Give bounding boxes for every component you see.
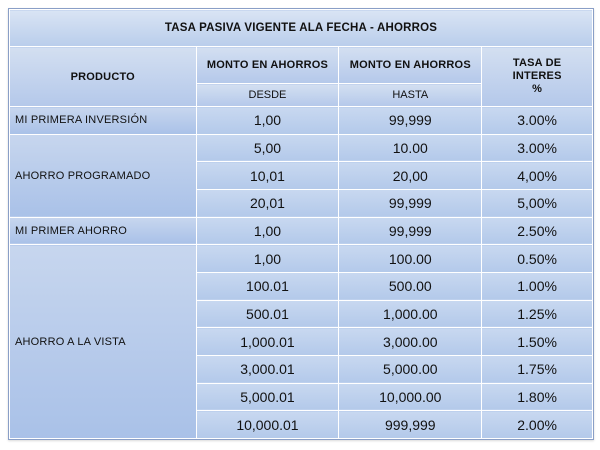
header-tasa-line3: % (532, 83, 543, 95)
hasta-cell: 999,999 (339, 411, 482, 439)
hasta-cell: 500.00 (339, 272, 482, 300)
header-hasta: HASTA (339, 84, 482, 107)
header-producto: PRODUCTO (10, 47, 197, 107)
hasta-cell: 10.00 (339, 134, 482, 162)
table-row (10, 217, 593, 245)
hasta-cell: 20,00 (339, 162, 482, 190)
rates-table (9, 9, 593, 439)
desde-cell: 10,01 (196, 162, 339, 190)
desde-cell: 1,00 (196, 217, 339, 245)
desde-cell: 10,000.01 (196, 411, 339, 439)
table-row (10, 107, 593, 135)
header-tasa-line1: TASA DE (512, 57, 562, 69)
rate-cell: 0.50% (482, 245, 593, 273)
product-name-cell: AHORRO PROGRAMADO (10, 134, 197, 217)
desde-cell: 1,00 (196, 107, 339, 135)
header-monto-hasta: MONTO EN AHORROS (339, 47, 482, 84)
header-tasa (482, 47, 593, 107)
desde-cell: 100.01 (196, 272, 339, 300)
header-desde: DESDE (196, 84, 339, 107)
desde-cell: 3,000.01 (196, 355, 339, 383)
rate-cell: 1.00% (482, 272, 593, 300)
desde-cell: 1,000.01 (196, 328, 339, 356)
rates-table-container (8, 8, 594, 440)
header-tasa-line2: INTERES (512, 70, 562, 82)
table-row (10, 245, 593, 273)
hasta-cell: 1,000.00 (339, 300, 482, 328)
hasta-cell: 10,000.00 (339, 383, 482, 411)
rate-cell: 1.25% (482, 300, 593, 328)
table-title: TASA PASIVA VIGENTE ALA FECHA - AHORROS (10, 10, 593, 47)
rate-cell: 2.50% (482, 217, 593, 245)
product-name-cell: MI PRIMERA INVERSIÓN (10, 107, 197, 135)
rate-cell: 2.00% (482, 411, 593, 439)
product-name-cell: AHORRO A LA VISTA (10, 245, 197, 439)
desde-cell: 1,00 (196, 245, 339, 273)
desde-cell: 20,01 (196, 189, 339, 217)
rate-cell: 4,00% (482, 162, 593, 190)
hasta-cell: 99,999 (339, 217, 482, 245)
rate-cell: 1.50% (482, 328, 593, 356)
hasta-cell: 5,000.00 (339, 355, 482, 383)
hasta-cell: 3,000.00 (339, 328, 482, 356)
rate-cell: 1.80% (482, 383, 593, 411)
rate-cell: 3.00% (482, 107, 593, 135)
desde-cell: 500.01 (196, 300, 339, 328)
desde-cell: 5,00 (196, 134, 339, 162)
rate-cell: 1.75% (482, 355, 593, 383)
hasta-cell: 100.00 (339, 245, 482, 273)
hasta-cell: 99,999 (339, 189, 482, 217)
product-name-cell: MI PRIMER AHORRO (10, 217, 197, 245)
rate-cell: 3.00% (482, 134, 593, 162)
header-monto-desde: MONTO EN AHORROS (196, 47, 339, 84)
rates-body (10, 107, 593, 439)
rate-cell: 5,00% (482, 189, 593, 217)
hasta-cell: 99,999 (339, 107, 482, 135)
desde-cell: 5,000.01 (196, 383, 339, 411)
table-row (10, 134, 593, 162)
